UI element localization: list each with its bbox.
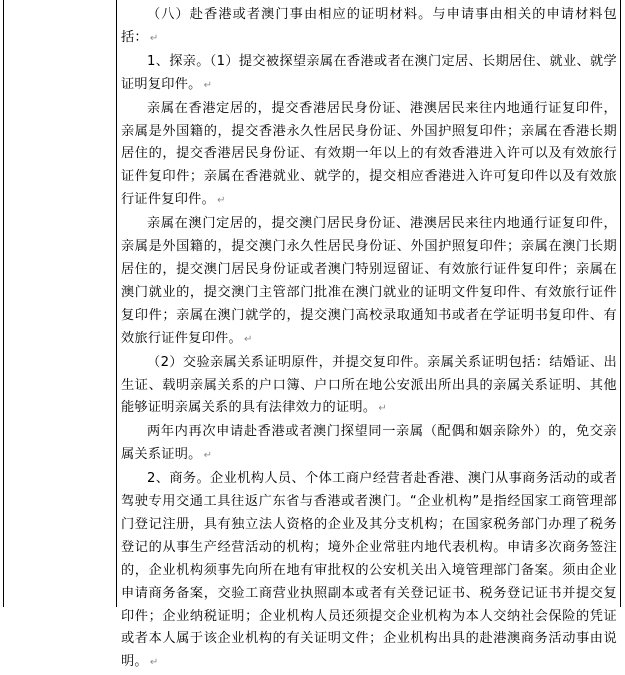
paragraph-mark-icon: ↵: [149, 32, 159, 44]
paragraph-repeat-visit-exemption: 两年内再次申请赴香港或者澳门探望同一亲属（配偶和姻亲除外）的，免交亲属关系证明。 ↵: [121, 424, 617, 463]
table-column-divider: [116, 0, 117, 607]
paragraph-mark-icon: ↵: [149, 657, 159, 669]
paragraph-hong-kong-relatives: 亲属在香港定居的，提交香港居民身份证、港澳居民来往内地通行证复印件，亲属是外国籍的，提交香港永久性居民身份证、外国护照复印件；亲属在香港长期居住的，提交香港居民身份证、有效期一年以上的有效香港进入许可以及有效旅行证件复印件；亲属在香港就业、就学的，提交相应香港进入许可复印件以及有效旅行证件复印件。 ↵: [121, 100, 617, 208]
table-right-border: [620, 0, 621, 607]
table-left-border: [3, 0, 4, 607]
left-empty-cell: [0, 0, 116, 607]
paragraph-macao-relatives: 亲属在澳门定居的，提交澳门居民身份证、港澳居民来往内地通行证复印件，亲属是外国籍的，提交澳门永久性居民身份证、外国护照复印件；亲属在澳门长期居住的，提交澳门居民身份证或者澳门特别逗留证、有效旅行证件复印件；亲属在澳门就业的，提交澳门主管部门批准在澳门就业的证明文件复印件、有效旅行证件复印件；亲属在澳门就学的，提交澳门高校录取通知书或者在学证明书复印件、有效旅行证件复印件。 ↵: [121, 216, 617, 346]
content-cell: [121, 4, 617, 675]
paragraph-kinship-proof: （2）交验亲属关系证明原件，并提交复印件。亲属关系证明包括：结婚证、出生证、载明亲属关系的户口簿、户口所在地公安派出所出具的亲属关系证明、其他能够证明亲属关系的具有法律效力的证明。 ↵: [121, 354, 617, 416]
paragraph-family-visit: 1、探亲。（1）提交被探望亲属在香港或者在澳门定居、长期居住、就业、就学证明复印件。 ↵: [121, 53, 617, 92]
paragraph-mark-icon: ↵: [243, 333, 253, 345]
paragraph-mark-icon: ↵: [203, 450, 213, 462]
paragraph-mark-icon: ↵: [378, 403, 387, 415]
paragraph-materials-heading: （八）赴香港或者澳门事由相应的证明材料。与申请事由相关的申请材料包括： ↵: [121, 7, 617, 45]
paragraph-mark-icon: ↵: [203, 79, 213, 91]
paragraph-mark-icon: ↵: [217, 195, 226, 207]
paragraph-business: 2、商务。企业机构人员、个体工商户经营者赴香港、澳门从事商务活动的或者驾驶专用交通工具往返广东省与香港或者澳门。“企业机构”是指经国家工商管理部门登记注册，具有独立法人资格的企业及其分支机构；在国家税务部门办理了税务登记的从事生产经营活动的机构；境外企业常驻内地代表机构。申请多次商务签注的，企业机构须事先向所在地有审批权的公安机关出入境管理部门备案。须由企业申请商务备案，交验工商营业执照副本或者有关登记证书、税务登记证书并提交复印件；企业纳税证明；企业机构人员还须提交企业机构为本人交纳社会保险的凭证或者本人属于该企业机构的有关证明文件；企业机构出具的赴港澳商务活动事由说明。 ↵: [121, 471, 617, 670]
